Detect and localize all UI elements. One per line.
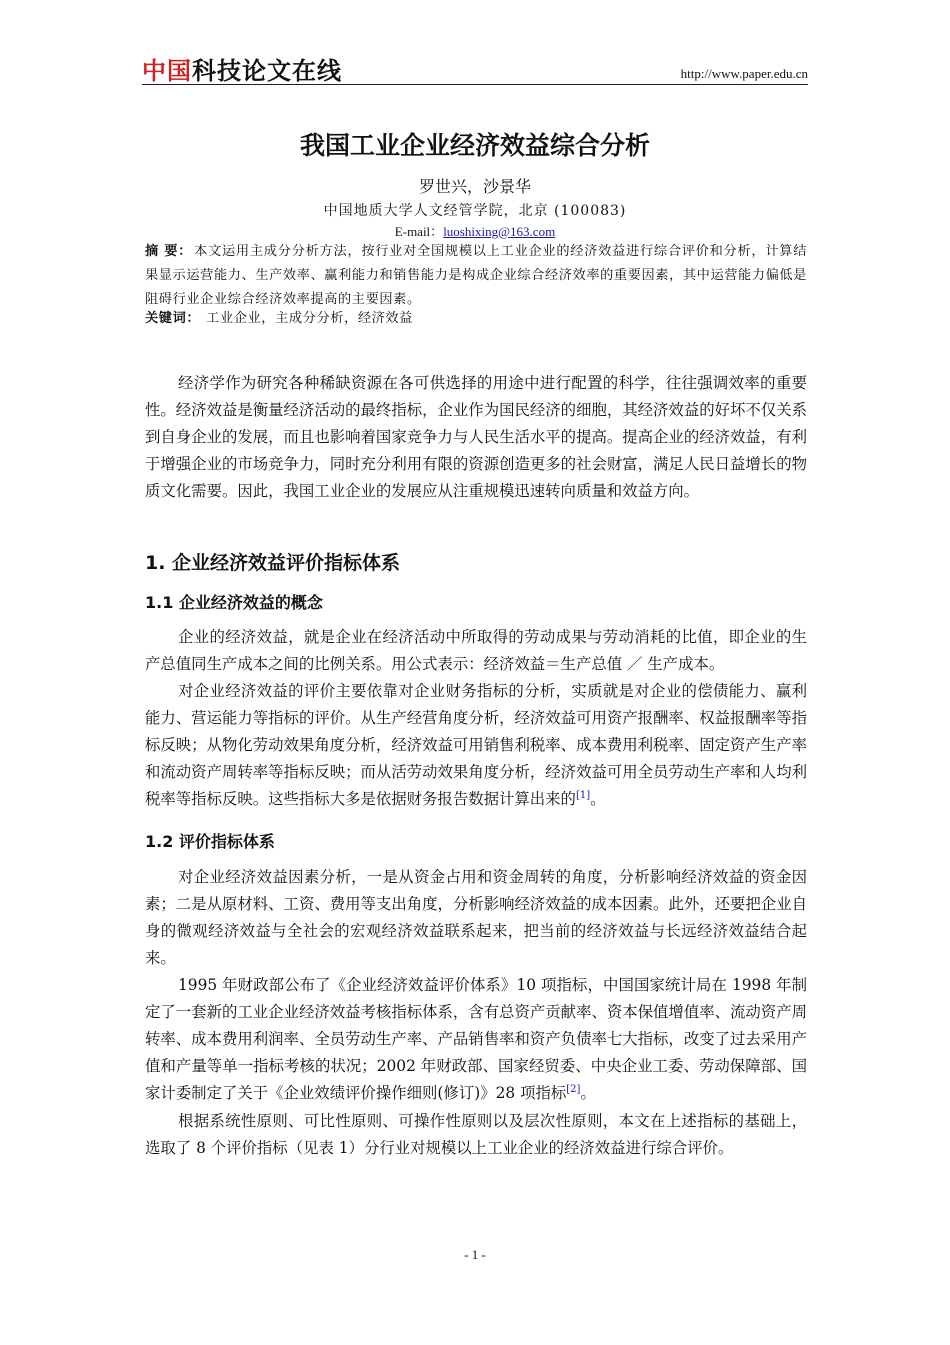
section-1-2-paragraph-3: 根据系统性原则、可比性原则、可操作性原则以及层次性原则，本文在上述指标的基础上，选取了 8 个评价指标（见表 1）分行业对规模以上工业企业的经济效益进行综合评价。 [145, 1112, 807, 1157]
paragraph-text: 1995 年财政部公布了《企业经济效益评价体系》10 项指标，中国国家统计局在 1998 年制定了一套新的工业企业经济效益考核指标体系，含有总资产贡献率、资本保值增值率、流动资产周转率、成本费用利润率、全员劳动生产率、产品销售率和资产负债率七大指标，改变了过去采用产值和产量等单一指标考核的状况；2002 年财政部、国家经贸委、中央企业工委、劳动保障部、国家计委制定了关于《企业效绩评价操作细则(修订)》28 项指标 [145, 976, 807, 1102]
section-1-1-paragraph-2 [145, 678, 807, 813]
email-link[interactable]: luoshixing@163.com [443, 224, 556, 239]
abstract [145, 240, 807, 312]
paragraph-end: 。 [590, 790, 606, 808]
section-1-2-heading: 1.2 评价指标体系 [145, 832, 275, 851]
section-1-heading: 1. 企业经济效益评价指标体系 [145, 552, 401, 574]
logo-red-text: 中国 [142, 57, 192, 85]
keywords-text: 工业企业，主成分分析，经济效益 [206, 311, 413, 326]
authors: 罗世兴，沙景华 [418, 177, 531, 196]
abstract-text: 本文运用主成分分析方法，按行业对全国规模以上工业企业的经济效益进行综合评价和分析，计算结果显示运营能力、生产效率、赢利能力和销售能力是构成企业综合经济效率的重要因素，其中运营能力偏低是阻碍行业企业综合经济效率提高的主要因素。 [145, 244, 807, 307]
keywords [145, 308, 807, 330]
page-number: - 1 - [464, 1247, 486, 1262]
paragraph-end: 。 [580, 1084, 596, 1102]
section-1-2-paragraph-2 [145, 972, 807, 1107]
citation-2[interactable]: [2] [566, 1083, 581, 1095]
affiliation: 中国地质大学人文经管学院，北京 (100083) [323, 203, 627, 219]
email-label: E-mail： [394, 224, 444, 239]
section-1-2-paragraph-1: 对企业经济效益因素分析，一是从资金占用和资金周转的角度，分析影响经济效益的资金因素；二是从原材料、工资、费用等支出角度，分析影响经济效益的成本因素。此外，还要把企业自身的微观经济效益与全社会的宏观经济效益联系起来，把当前的经济效益与长远经济效益结合起来。 [145, 868, 807, 967]
paper-title: 我国工业企业经济效益综合分析 [299, 131, 650, 160]
abstract-label: 摘 要： [145, 244, 193, 259]
site-logo[interactable] [142, 56, 342, 86]
site-url[interactable]: http://www.paper.edu.cn [680, 66, 808, 81]
section-1-1-heading: 1.1 企业经济效益的概念 [145, 593, 323, 612]
email-line [142, 224, 808, 240]
header-divider [142, 84, 808, 85]
paragraph-text: 对企业经济效益的评价主要依靠对企业财务指标的分析，实质就是对企业的偿债能力、赢利能力、营运能力等指标的评价。从生产经营角度分析，经济效益可用资产报酬率、权益报酬率等指标反映；从物化劳动效果角度分析，经济效益可用销售利税率、成本费用利税率、固定资产生产率和流动资产周转率等指标反映；而从活劳动效果角度分析，经济效益可用全员劳动生产率和人均利税率等指标反映。这些指标大多是依据财务报告数据计算出来的 [145, 682, 807, 808]
keywords-label: 关键词： [145, 311, 201, 326]
section-1-1-paragraph-1: 企业的经济效益，就是企业在经济活动中所取得的劳动成果与劳动消耗的比值，即企业的生产总值同生产成本之间的比例关系。用公式表示：经济效益＝生产总值 ／ 生产成本。 [145, 628, 807, 673]
citation-1[interactable]: [1] [575, 789, 591, 801]
logo-dark-text: 科技论文在线 [192, 57, 342, 85]
intro-paragraph: 经济学作为研究各种稀缺资源在各可供选择的用途中进行配置的科学，往往强调效率的重要性。经济效益是衡量经济活动的最终指标，企业作为国民经济的细胞，其经济效益的好坏不仅关系到自身企业的发展，而且也影响着国家竞争力与人民生活水平的提高。提高企业的经济效益，有利于增强企业的市场竞争力，同时充分利用有限的资源创造更多的社会财富，满足人民日益增长的物质文化需要。因此，我国工业企业的发展应从注重规模迅速转向质量和效益方向。 [145, 374, 807, 500]
